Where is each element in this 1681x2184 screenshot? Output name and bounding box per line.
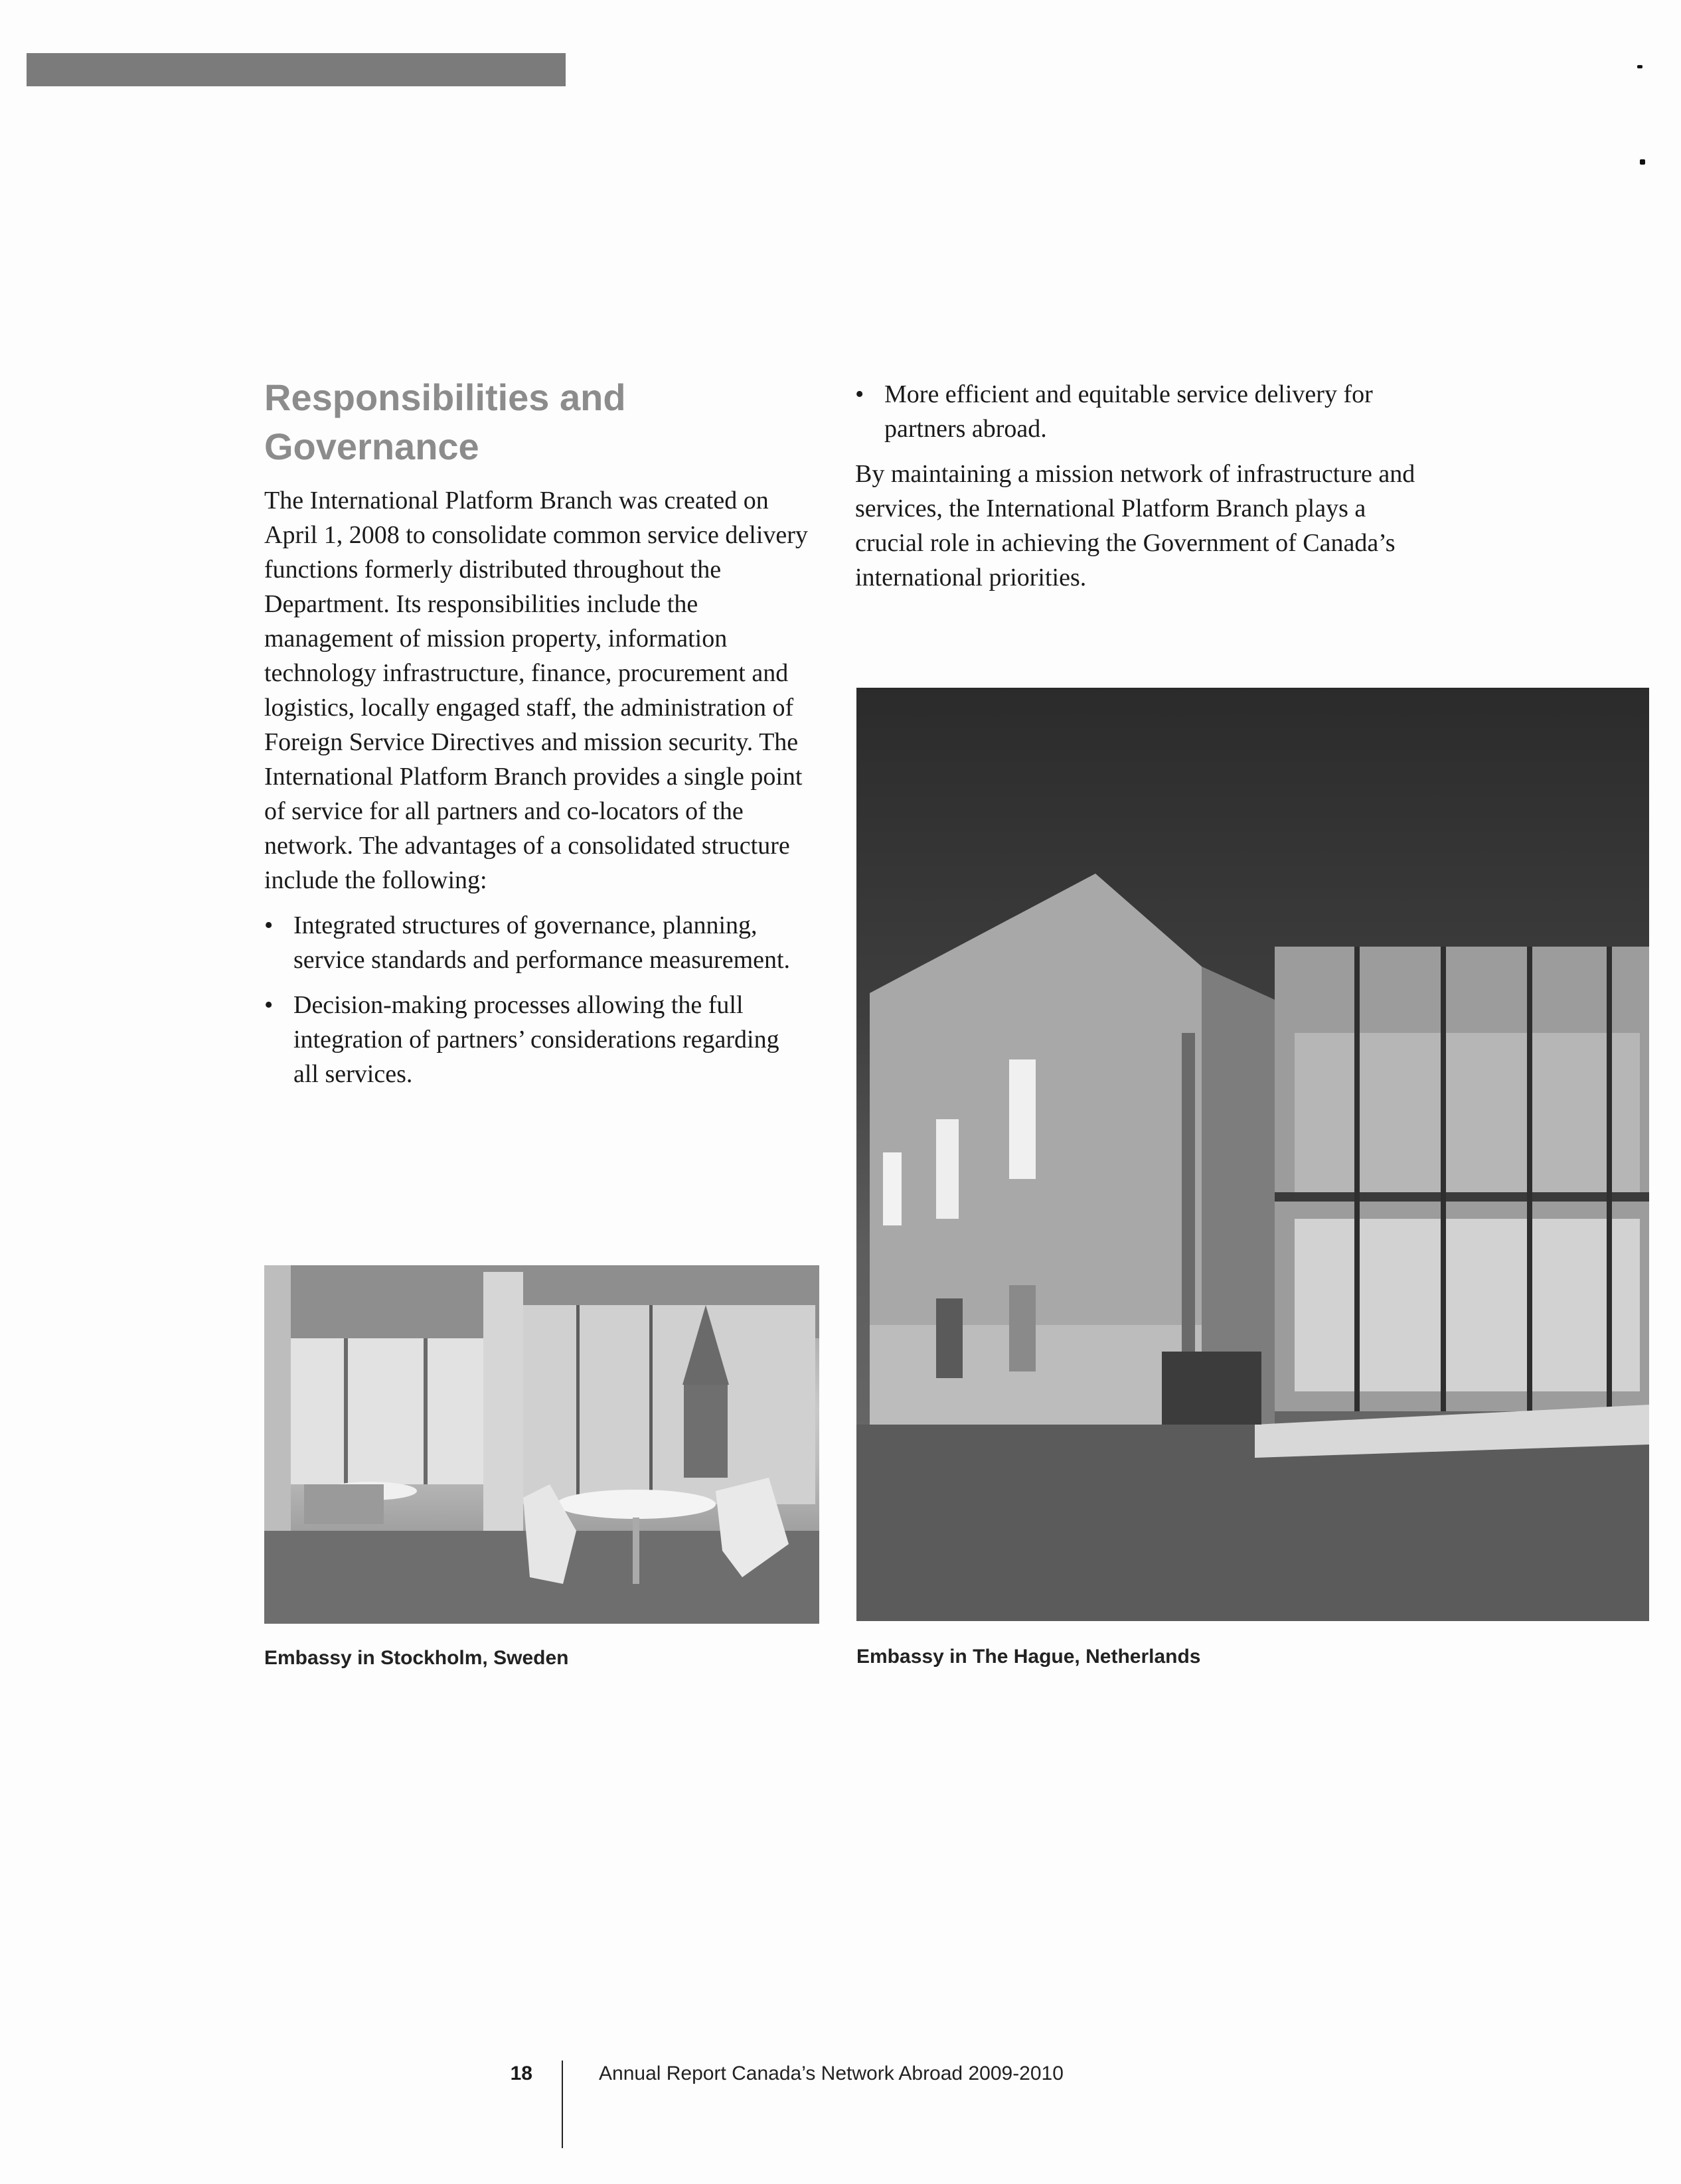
intro-paragraph: The International Platform Branch was created on April 1, 2008 to consolidate common service delivery functions formerly distributed throughout the Department. Its responsibilities include the management of mission property, information technology infrastructure, finance, procurement and logistics, locally engaged staff, the administration of Foreign Service Directives and mission security. The International Platform Branch provides a single point of service for all partners and co-locators of the network. The advantages of a consolidated structure include the following: xyxy=(264,487,808,894)
hague-caption: Embassy in The Hague, Netherlands xyxy=(856,1646,1201,1668)
right-column xyxy=(855,377,1426,605)
footer-publication-title: Annual Report Canada’s Network Abroad 2009-2010 xyxy=(599,2063,1064,2084)
hague-photo-illustration xyxy=(856,688,1649,1621)
left-column xyxy=(264,483,809,1102)
footer-divider xyxy=(562,2061,563,2148)
list-item: • Decision-making processes allowing the full integration of partners’ considerations regarding all services. xyxy=(264,988,809,1091)
stockholm-photo-illustration xyxy=(264,1265,819,1624)
scan-speck xyxy=(1640,159,1645,165)
page-title: Responsibilities and Governance xyxy=(264,376,626,467)
list-item: • Integrated structures of governance, planning, service standards and performance measurement. xyxy=(264,908,809,977)
stockholm-caption: Embassy in Stockholm, Sweden xyxy=(264,1647,569,1669)
list-item: • More efficient and equitable service delivery for partners abroad. xyxy=(855,377,1426,446)
closing-paragraph: By maintaining a mission network of infrastructure and services, the International Platform Branch plays a crucial role in achieving the Government of Canada’s international priorities. xyxy=(855,460,1415,591)
scan-speck xyxy=(1637,65,1642,68)
header-bar xyxy=(27,53,566,86)
advantages-list-continued xyxy=(855,377,1426,446)
stockholm-embassy-photo xyxy=(264,1265,819,1624)
page-number: 18 xyxy=(510,2063,532,2084)
hague-embassy-photo xyxy=(856,688,1649,1621)
advantages-list xyxy=(264,908,809,1091)
